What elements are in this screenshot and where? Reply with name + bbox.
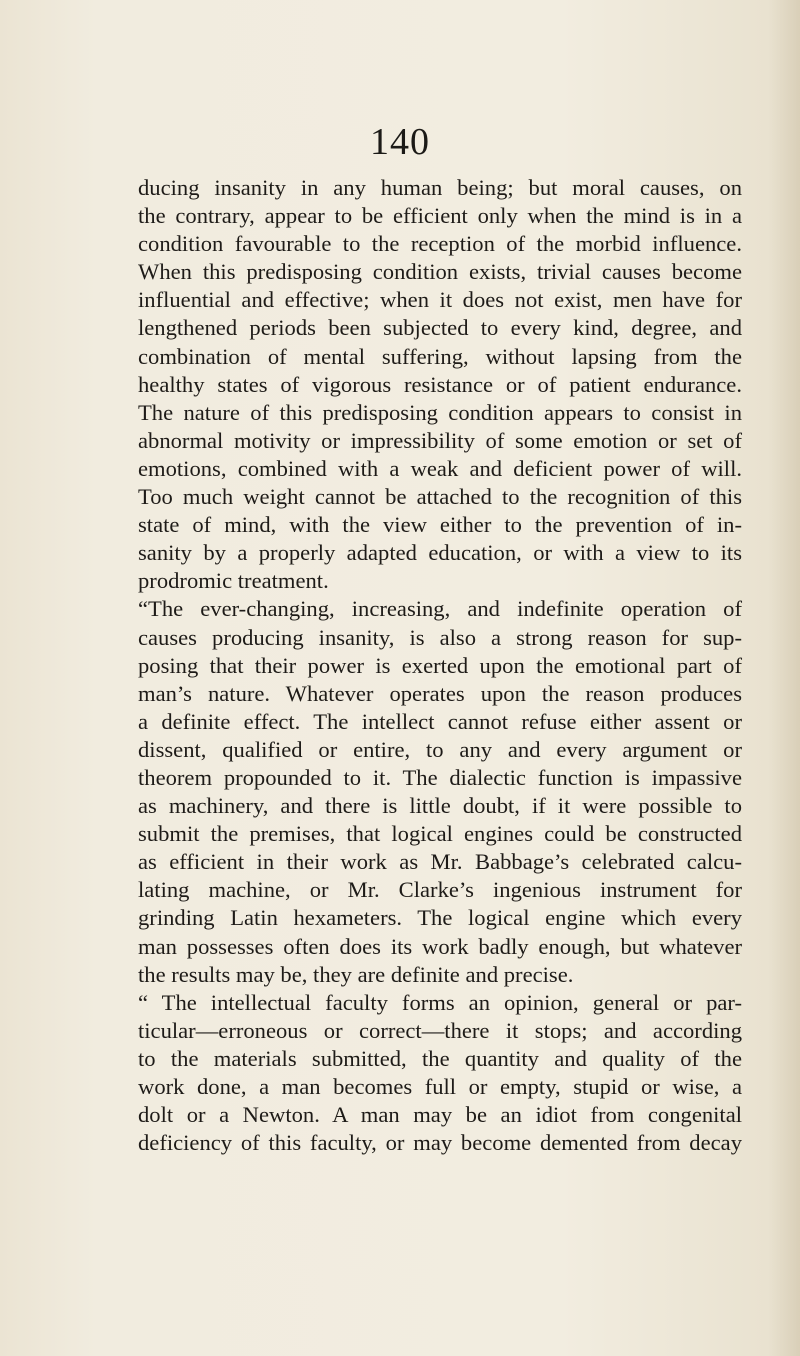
text-line: lating machine, or Mr. Clarke’s ingenious instrument for [138,877,742,903]
text-line: abnormal motivity or impressibility of some emotion or set of [138,427,742,453]
text-line: influential and effective; when it does not exist, men have for [138,287,742,313]
text-line: lengthened periods been subjected to every kind, degree, and [138,315,742,341]
text-line: to the materials submitted, the quantity and quality of the [138,1045,742,1071]
text-line: Too much weight cannot be attached to the recognition of this [138,484,742,510]
text-line: combination of mental suffering, without lapsing from the [138,343,742,369]
text-line: condition favourable to the reception of the morbid influence. [138,231,742,257]
text-line: “The ever-changing, increasing, and indefinite operation of [138,596,742,622]
text-line: The nature of this predisposing condition appears to consist in [138,399,742,425]
text-line: emotions, combined with a weak and deficient power of will. [138,455,742,481]
body-text [138,174,742,1157]
text-line: work done, a man becomes full or empty, stupid or wise, a [138,1074,742,1099]
text-line: the contrary, appear to be efficient only when the mind is in a [138,203,742,229]
page-number: 140 [370,121,430,163]
text-line: deficiency of this faculty, or may become demented from decay [138,1130,742,1156]
text-line: man’s nature. Whatever operates upon the reason produces [138,680,742,706]
text-line: the results may be, they are definite and precise. [138,961,574,987]
text-line: sanity by a properly adapted education, or with a view to its [138,540,742,566]
text-line: “ The intellectual faculty forms an opinion, general or par- [138,989,742,1015]
text-line: ducing insanity in any human being; but moral causes, on [138,175,742,200]
text-line: man possesses often does its work badly enough, but whatever [138,933,742,959]
text-line: causes producing insanity, is also a strong reason for sup- [138,624,742,650]
text-line: state of mind, with the view either to the prevention of in- [138,512,742,538]
text-line: When this predisposing condition exists, trivial causes become [138,259,742,285]
text-line: as machinery, and there is little doubt, if it were possible to [138,793,742,819]
text-line: dolt or a Newton. A man may be an idiot from congenital [138,1102,742,1128]
text-line: a definite effect. The intellect cannot refuse either assent or [138,708,742,734]
text-line: posing that their power is exerted upon the emotional part of [138,652,742,678]
text-line: submit the premises, that logical engines could be constructed [138,821,742,847]
text-line: ticular—erroneous or correct—there it stops; and according [138,1017,742,1043]
text-line: healthy states of vigorous resistance or of patient endurance. [138,371,742,397]
text-line: prodromic treatment. [138,568,329,594]
text-line: grinding Latin hexameters. The logical engine which every [138,905,742,931]
text-line: dissent, qualified or entire, to any and every argument or [138,736,742,762]
text-line: as efficient in their work as Mr. Babbage’s celebrated calcu- [138,849,742,875]
text-line: theorem propounded to it. The dialectic function is impassive [138,764,742,790]
